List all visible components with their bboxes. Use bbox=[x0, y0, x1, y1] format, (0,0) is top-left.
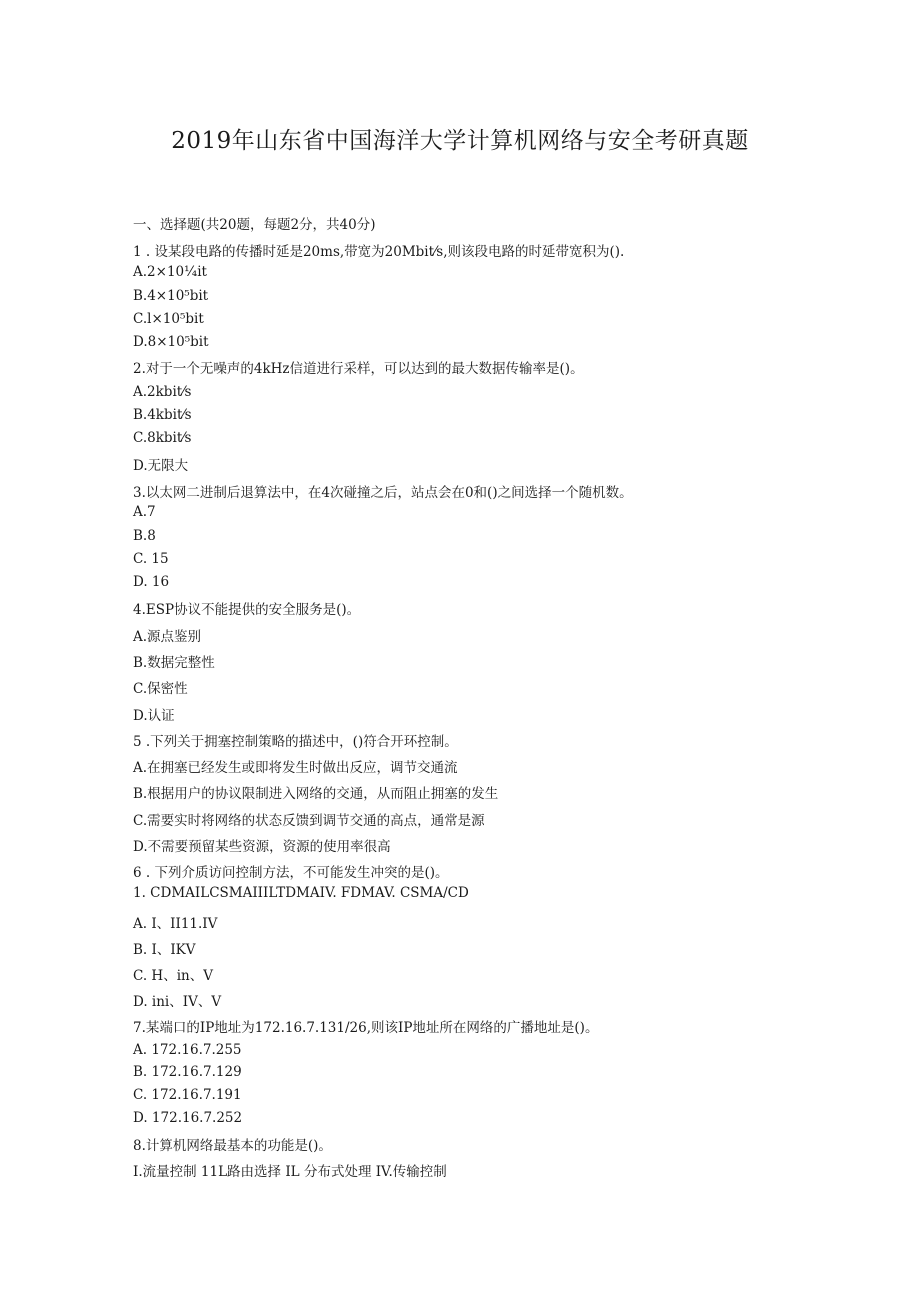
option-line: B.根据用户的协议限制进入网络的交通，从而阻止拥塞的发生 bbox=[133, 786, 499, 802]
option-line: D.不需要预留某些资源，资源的使用率很高 bbox=[133, 839, 391, 855]
option-line: B. I、IKV bbox=[133, 942, 196, 958]
option-line: D. 16 bbox=[133, 574, 170, 590]
option-line: A.7 bbox=[133, 504, 156, 520]
option-line: A. 172.16.7.255 bbox=[133, 1042, 242, 1058]
question-line: 2.对于一个无噪声的4kHz信道进行采样，可以达到的最大数据传输率是()。 bbox=[133, 361, 584, 377]
option-line: B. 172.16.7.129 bbox=[133, 1064, 242, 1080]
document-title: 2019年山东省中国海洋大学计算机网络与安全考研真题 bbox=[171, 128, 749, 154]
option-line: B.4kbit⁄s bbox=[133, 407, 192, 423]
option-line: C. 15 bbox=[133, 551, 169, 567]
option-line: A.2kbit⁄s bbox=[133, 384, 192, 400]
option-line: C. H、in、V bbox=[133, 968, 213, 984]
option-line: B.数据完整性 bbox=[133, 655, 215, 671]
option-line: D. ini、IV、V bbox=[133, 994, 222, 1010]
question-line: 7.某端口的IP地址为172.16.7.131/26,则该IP地址所在网络的广播地址是()。 bbox=[133, 1020, 599, 1036]
option-line: C.保密性 bbox=[133, 681, 188, 697]
option-line: A.在拥塞已经发生或即将发生时做出反应，调节交通流 bbox=[133, 760, 458, 776]
option-line: D.8×10⁵bit bbox=[133, 334, 209, 350]
option-line: A. I、II11.IV bbox=[133, 916, 218, 932]
option-line: B.8 bbox=[133, 528, 156, 544]
section-heading: 一、选择题(共20题，每题2分，共40分) bbox=[133, 217, 376, 233]
question-line: 4.ESP协议不能提供的安全服务是()。 bbox=[133, 602, 361, 618]
question-line: 8.计算机网络最基本的功能是()。 bbox=[133, 1138, 332, 1154]
option-line: C.需要实时将网络的状态反馈到调节交通的高点，通常是源 bbox=[133, 813, 485, 829]
question-line: 5 .下列关于拥塞控制策略的描述中，()符合开环控制。 bbox=[133, 734, 458, 750]
option-line: D. 172.16.7.252 bbox=[133, 1110, 243, 1126]
option-line: A.2×10⅟₄it bbox=[133, 264, 207, 280]
option-line: B.4×10⁵bit bbox=[133, 288, 209, 304]
question-line: 1 . 设某段电路的传播时延是20ms,带宽为20Mbit⁄s,则该段电路的时延带宽积为(). bbox=[133, 244, 625, 260]
option-line: C.8kbit⁄s bbox=[133, 430, 192, 446]
question-line: 3.以太网二进制后退算法中，在4次碰撞之后，站点会在0和()之间选择一个随机数。 bbox=[133, 485, 633, 501]
option-line: C. 172.16.7.191 bbox=[133, 1087, 242, 1103]
option-line: A.源点鉴别 bbox=[133, 629, 202, 645]
option-line: D.无限大 bbox=[133, 458, 189, 474]
option-line: C.l×10⁵bit bbox=[133, 311, 204, 327]
question-line: I.流量控制 11L路由选择 IL 分布式处理 IV.传输控制 bbox=[133, 1164, 447, 1180]
question-line: 6 . 下列介质访问控制方法，不可能发生冲突的是()。 bbox=[133, 865, 449, 881]
question-line: 1. CDMAILCSMAIIILTDMAIV. FDMAV. CSMA/CD bbox=[133, 885, 469, 901]
option-line: D.认证 bbox=[133, 708, 175, 724]
